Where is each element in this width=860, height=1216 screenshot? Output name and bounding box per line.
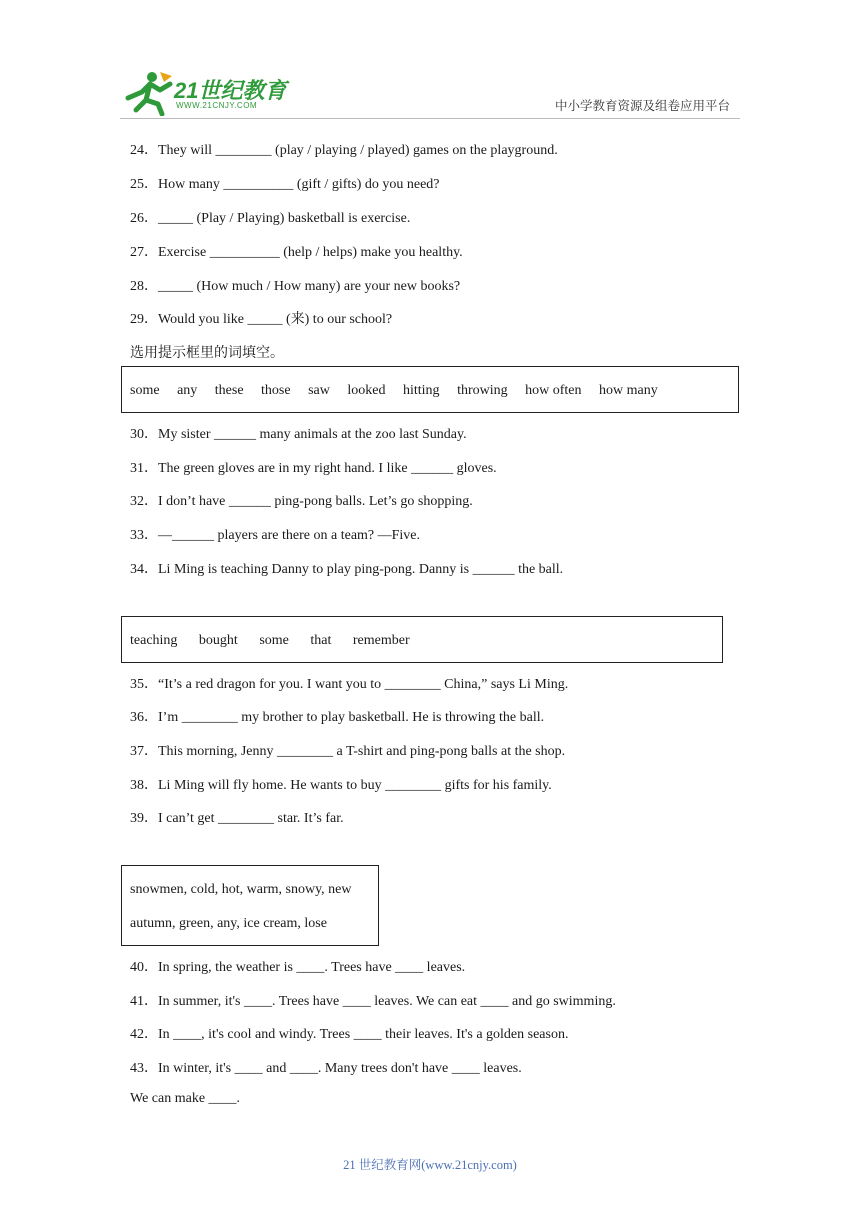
question-37: 37．This morning, Jenny ________ a T-shirt and ping-pong balls at the shop. — [130, 744, 566, 759]
word-option: that — [310, 633, 332, 648]
word-option: throwing — [457, 383, 508, 398]
header-divider — [120, 118, 740, 119]
question-36: 36．I’m ________ my brother to play basketball. He is throwing the ball. — [130, 710, 545, 725]
word-box-3-line-1: snowmen, cold, hot, warm, snowy, new — [130, 882, 352, 897]
word-box-1 — [121, 366, 739, 413]
question-26: 26．_____ (Play / Playing) basketball is exercise. — [130, 211, 411, 226]
word-option: some — [259, 633, 289, 648]
word-option: these — [214, 383, 244, 398]
site-logo — [120, 68, 290, 116]
word-box-2 — [121, 616, 723, 663]
question-34: 34．Li Ming is teaching Danny to play ping-pong. Danny is ______ the ball. — [130, 562, 564, 577]
platform-title: 中小学教育资源及组卷应用平台 — [554, 99, 730, 113]
question-40: 40．In spring, the weather is ____. Trees have ____ leaves. — [130, 960, 466, 975]
question-27: 27．Exercise __________ (help / helps) make you healthy. — [130, 245, 463, 260]
question-25: 25．How many __________ (gift / gifts) do you need? — [130, 177, 440, 192]
word-option: any — [177, 383, 198, 398]
question-43: 43．In winter, it's ____ and ____. Many trees don't have ____ leaves. — [130, 1061, 522, 1076]
question-33: 33．—______ players are there on a team? —Five. — [130, 528, 421, 543]
question-35: 35．“It’s a red dragon for you. I want you to ________ China,” says Li Ming. — [130, 677, 569, 692]
question-24: 24．They will ________ (play / playing / played) games on the playground. — [130, 143, 558, 158]
word-option: hitting — [403, 383, 440, 398]
question-30: 30．My sister ______ many animals at the zoo last Sunday. — [130, 427, 467, 442]
question-39: 39．I can’t get ________ star. It’s far. — [130, 811, 344, 826]
word-option: saw — [308, 383, 330, 398]
question-41: 41．In summer, it's ____. Trees have ____ leaves. We can eat ____ and go swimming. — [130, 994, 616, 1009]
page-footer: 21 世纪教育网(www.21cnjy.com) — [343, 1158, 517, 1172]
word-option: those — [261, 383, 291, 398]
instruction: 选用提示框里的词填空。 — [130, 346, 284, 361]
word-option: how many — [599, 383, 658, 398]
question-42: 42．In ____, it's cool and windy. Trees ____ their leaves. It's a golden season. — [130, 1027, 569, 1042]
word-option: how often — [525, 383, 582, 398]
runner-logo-icon — [120, 68, 176, 116]
question-28: 28．_____ (How much / How many) are your new books? — [130, 279, 461, 294]
word-box-3-line-2: autumn, green, any, ice cream, lose — [130, 916, 327, 931]
word-option: bought — [198, 633, 238, 648]
word-option: looked — [347, 383, 386, 398]
word-box-3 — [121, 865, 379, 946]
question-32: 32．I don’t have ______ ping-pong balls. Let’s go shopping. — [130, 494, 473, 509]
word-option: teaching — [130, 633, 178, 648]
question-38: 38．Li Ming will fly home. He wants to buy ________ gifts for his family. — [130, 778, 552, 793]
question-31: 31．The green gloves are in my right hand. I like ______ gloves. — [130, 461, 497, 476]
logo-url: WWW.21CNJY.COM — [176, 101, 258, 110]
question-43-continued: We can make ____. — [130, 1091, 241, 1106]
word-option: remember — [352, 633, 410, 648]
logo-text: 21世纪教育 — [174, 78, 287, 103]
word-option: some — [130, 383, 160, 398]
question-29: 29．Would you like _____ (来) to our school? — [130, 312, 393, 327]
